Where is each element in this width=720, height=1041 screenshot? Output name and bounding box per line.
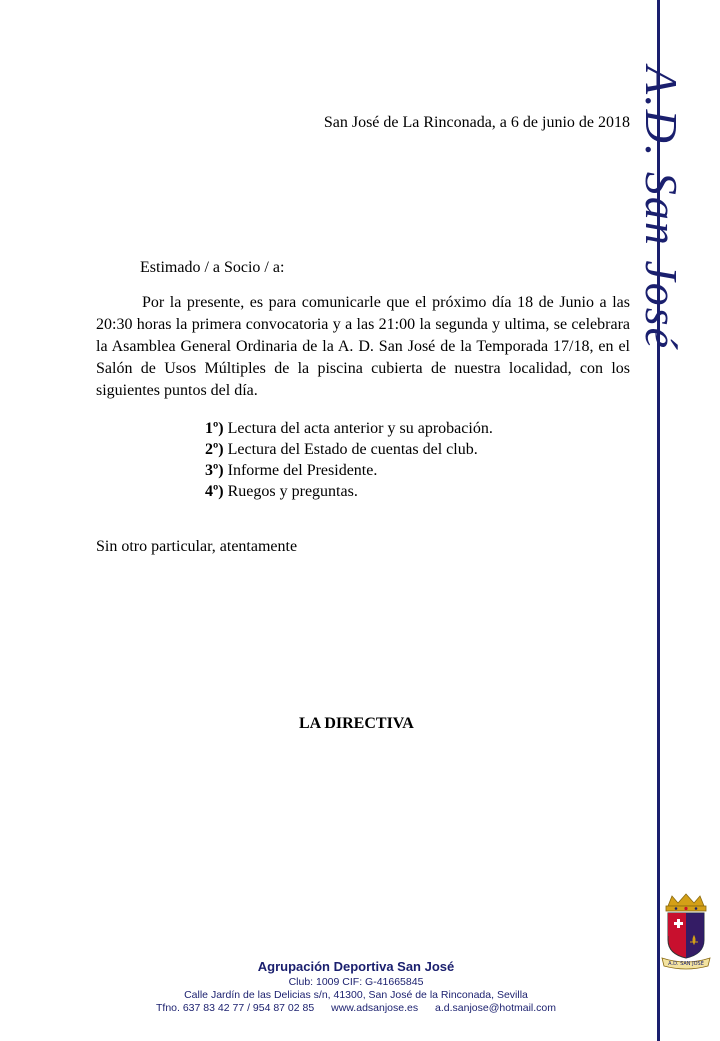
agenda-text: Ruegos y preguntas. <box>223 483 358 500</box>
agenda-text: Lectura del Estado de cuentas del club. <box>223 441 478 458</box>
letter-closing: Sin otro particular, atentamente <box>96 538 298 555</box>
agenda-item <box>205 439 493 460</box>
footer-website-link[interactable]: www.adsanjose.es <box>331 1002 419 1014</box>
footer-address: Calle Jardín de las Delicias s/n, 41300, San José de la Rinconada, Sevilla <box>184 989 528 1001</box>
footer-org-name: Agrupación Deportiva San José <box>257 959 455 974</box>
agenda-number: 2º) <box>205 441 224 458</box>
agenda-number: 4º) <box>205 483 224 500</box>
crest-label: A.D. SAN JOSÉ <box>668 961 704 967</box>
agenda-item <box>205 481 493 502</box>
agenda-item <box>205 460 493 481</box>
letter-signature: LA DIRECTIVA <box>299 715 414 732</box>
page-footer <box>0 958 712 1015</box>
agenda-text: Lectura del acta anterior y su aprobación. <box>223 420 493 437</box>
agenda-number: 1º) <box>205 420 224 437</box>
agenda-number: 3º) <box>205 462 224 479</box>
footer-contacts <box>0 1002 712 1015</box>
agenda-text: Informe del Presidente. <box>223 462 378 479</box>
footer-club-info: Club: 1009 CIF: G-41665845 <box>288 976 424 988</box>
letter-date: San José de La Rinconada, a 6 de junio de 2018 <box>323 114 630 131</box>
footer-phone: Tfno. 637 83 42 77 / 954 87 02 85 <box>156 1002 315 1014</box>
letter-body: Por la presente, es para comunicarle que el próximo día 18 de Junio a las 20:30 horas la primera convocatoria y a las 21:00 la segunda y ultima, se celebrara la Asamblea General Ordinaria de la A. D. San José de la Temporada 17/18, en el Salón de Usos Múltiples de la piscina cubierta de nuestra localidad, con los siguientes puntos del día. <box>96 294 630 399</box>
agenda-item <box>205 418 493 439</box>
agenda-list <box>205 418 493 502</box>
club-vertical-title: A.D. San José <box>636 66 687 351</box>
letter-greeting: Estimado / a Socio / a: <box>140 259 285 276</box>
footer-email-link[interactable]: a.d.sanjose@hotmail.com <box>435 1002 556 1014</box>
